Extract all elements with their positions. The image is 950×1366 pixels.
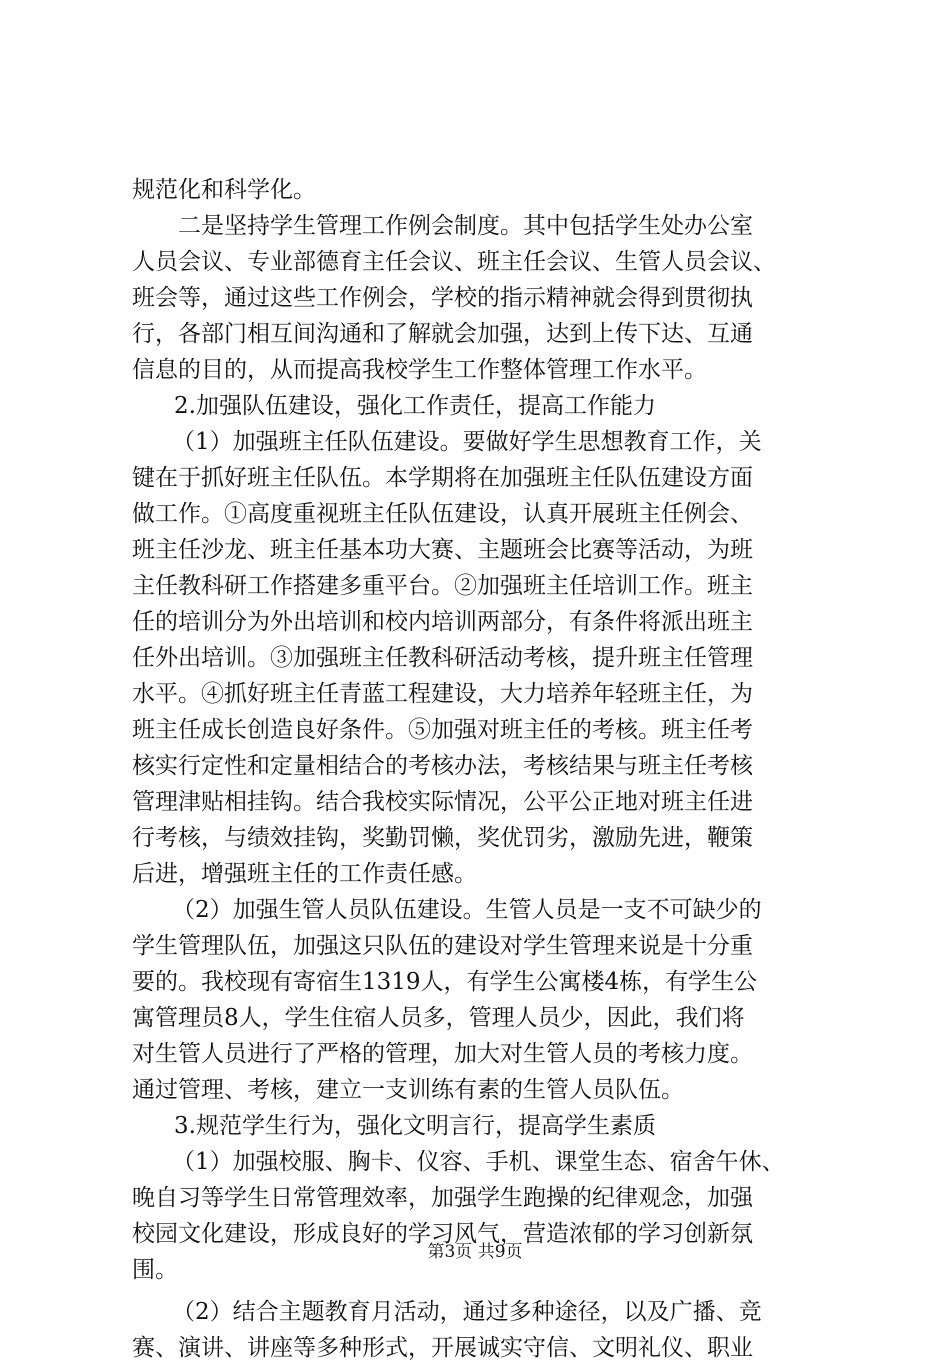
text-line: 要的。我校现有寄宿生1319人，有学生公寓楼4栋，有学生公 bbox=[132, 969, 758, 995]
paragraph-start: （2）加强生管人员队伍建设。生管人员是一支不可缺少的 bbox=[172, 897, 762, 923]
section-heading: 3.规范学生行为，强化文明言行，提高学生素质 bbox=[174, 1113, 656, 1139]
text-line: 核实行定性和定量相结合的考核办法，考核结果与班主任考核 bbox=[132, 753, 753, 779]
page-footer: 第3页 共9页 bbox=[427, 1242, 523, 1262]
text-line: 人员会议、专业部德育主任会议、班主任会议、生管人员会议、 bbox=[132, 249, 776, 275]
text-line: 班主任沙龙、班主任基本功大赛、主题班会比赛等活动，为班 bbox=[132, 537, 753, 563]
text-line: 行考核，与绩效挂钩，奖勤罚懒，奖优罚劣，激励先进，鞭策 bbox=[132, 825, 753, 851]
paragraph-start: （1）加强班主任队伍建设。要做好学生思想教育工作，关 bbox=[172, 429, 762, 455]
text-line: 键在于抓好班主任队伍。本学期将在加强班主任队伍建设方面 bbox=[132, 465, 753, 491]
text-line: 任外出培训。③加强班主任教科研活动考核，提升班主任管理 bbox=[132, 645, 753, 671]
text-line: 任的培训分为外出培训和校内培训两部分，有条件将派出班主 bbox=[132, 609, 753, 635]
text-line: 校园文化建设，形成良好的学习风气，营造浓郁的学习创新氛 bbox=[132, 1221, 753, 1247]
section-heading: 2.加强队伍建设，强化工作责任，提高工作能力 bbox=[174, 393, 656, 419]
text-line: 对生管人员进行了严格的管理，加大对生管人员的考核力度。 bbox=[132, 1041, 753, 1067]
text-line: 行，各部门相互间沟通和了解就会加强，达到上传下达、互通 bbox=[132, 321, 753, 347]
text-line: 班主任成长创造良好条件。⑤加强对班主任的考核。班主任考 bbox=[132, 717, 753, 743]
paragraph-start: （2）结合主题教育月活动，通过多种途径，以及广播、竞 bbox=[172, 1299, 762, 1325]
text-line: 后进，增强班主任的工作责任感。 bbox=[132, 861, 477, 887]
text-line: 赛、演讲、讲座等多种形式，开展诚实守信、文明礼仪、职业 bbox=[132, 1335, 753, 1361]
paragraph-start: 二是坚持学生管理工作例会制度。其中包括学生处办公室 bbox=[178, 213, 753, 239]
text-line: 信息的目的，从而提高我校学生工作整体管理工作水平。 bbox=[132, 357, 707, 383]
text-line: 主任教科研工作搭建多重平台。②加强班主任培训工作。班主 bbox=[132, 573, 753, 599]
text-line: 寓管理员8人，学生住宿人员多，管理人员少，因此，我们将 bbox=[132, 1005, 745, 1031]
text-line: 规范化和科学化。 bbox=[132, 177, 316, 203]
text-line: 通过管理、考核，建立一支训练有素的生管人员队伍。 bbox=[132, 1077, 684, 1103]
text-line: 水平。④抓好班主任青蓝工程建设，大力培养年轻班主任，为 bbox=[132, 681, 753, 707]
text-line: 晚自习等学生日常管理效率，加强学生跑操的纪律观念，加强 bbox=[132, 1185, 753, 1211]
text-line: 做工作。①高度重视班主任队伍建设，认真开展班主任例会、 bbox=[132, 501, 753, 527]
document-body bbox=[132, 172, 832, 1366]
text-line: 学生管理队伍，加强这只队伍的建设对学生管理来说是十分重 bbox=[132, 933, 753, 959]
text-line: 围。 bbox=[132, 1257, 178, 1283]
text-line: 管理津贴相挂钩。结合我校实际情况，公平公正地对班主任进 bbox=[132, 789, 753, 815]
text-line: 班会等，通过这些工作例会，学校的指示精神就会得到贯彻执 bbox=[132, 285, 753, 311]
paragraph-start: （1）加强校服、胸卡、仪容、手机、课堂生态、宿舍午休、 bbox=[172, 1149, 785, 1175]
